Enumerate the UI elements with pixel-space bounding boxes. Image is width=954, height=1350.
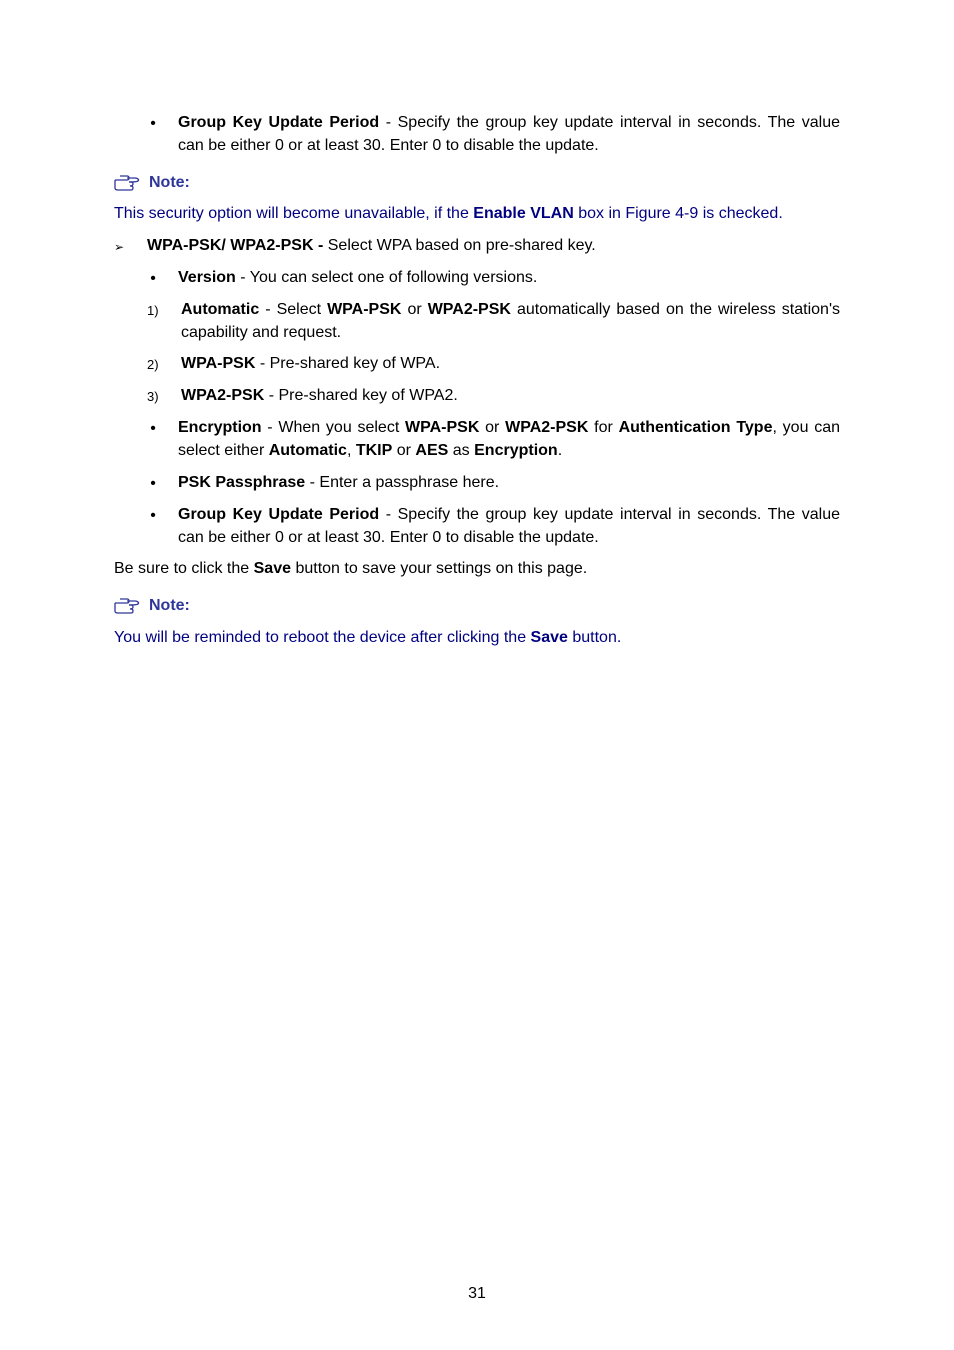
note-text: You will be reminded to reboot the device after clicking the Save button.: [114, 629, 622, 646]
arrow-bullet-icon: ➢: [114, 240, 125, 254]
bullet-icon: •: [150, 507, 156, 524]
page-number: 31: [468, 1285, 486, 1302]
note-label: Note:: [149, 597, 190, 614]
note-text: This security option will become unavailable, if the Enable VLAN box in Figure 4-9 is checked.: [114, 205, 783, 222]
wpa-psk-item: WPA-PSK - Pre-shared key of WPA.: [181, 355, 441, 372]
list-number: 3): [147, 389, 159, 404]
group-key-update-period-item: [178, 112, 840, 157]
version-item: Version - You can select one of following versions.: [178, 269, 538, 286]
group-key-update-period-item: Group Key Update Period - Specify the group key update interval in seconds. The value can be either 0 or at least 30. Enter 0 to disable the update.: [178, 506, 840, 546]
list-number: 2): [147, 357, 159, 372]
wpa2-psk-item: WPA2-PSK - Pre-shared key of WPA2.: [181, 387, 458, 404]
note-label: Note:: [149, 174, 190, 191]
pointing-hand-icon: [114, 598, 140, 614]
list-number: 1): [147, 303, 159, 318]
bullet-icon: •: [150, 475, 156, 492]
item-label: Group Key Update Period: [178, 114, 380, 131]
bullet-icon: •: [150, 270, 156, 287]
bullet-icon: •: [150, 420, 156, 437]
save-instruction: Be sure to click the Save button to save your settings on this page.: [114, 560, 588, 577]
pointing-hand-icon: [114, 175, 140, 191]
item-text: - Specify the group key update interval in seconds. The value can be either 0 or at least 30. Enter 0 to disable the update.: [178, 114, 840, 154]
bullet-icon: •: [150, 115, 156, 132]
psk-passphrase-item: PSK Passphrase - Enter a passphrase here.: [178, 474, 500, 491]
automatic-item: Automatic - Select WPA-PSK or WPA2-PSK automatically based on the wireless station's capability and request.: [181, 301, 840, 341]
wpa-psk-heading: WPA-PSK/ WPA2-PSK - Select WPA based on pre-shared key.: [147, 237, 596, 254]
encryption-item: Encryption - When you select WPA-PSK or WPA2-PSK for Authentication Type, you can select either Automatic, TKIP or AES as Encryption.: [178, 419, 841, 459]
